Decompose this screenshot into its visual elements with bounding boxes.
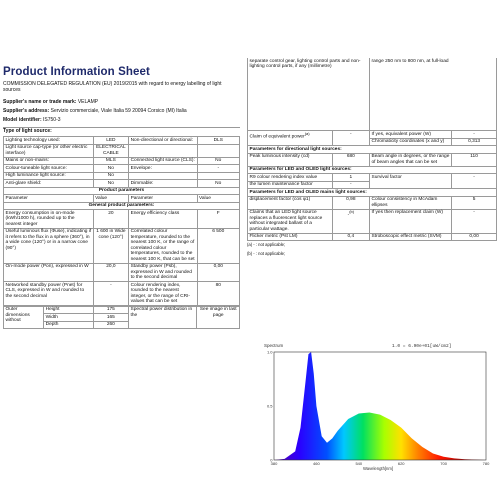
spectrum-area bbox=[274, 352, 486, 460]
table-row: Energy consumption in on-mode (kWh/1000 h), rounded up to the nearest integer 20 Energy efficiency class F bbox=[4, 210, 240, 229]
spectrum-legend: 1.0 = 6.90e+01[uW/cm2] bbox=[392, 344, 452, 349]
y-tick-label: 0.5 bbox=[266, 403, 273, 409]
table-row: R9 colour rendering index value 1 Survival factor - bbox=[248, 174, 497, 182]
y-tick-label: 0 bbox=[270, 457, 273, 463]
supplier-address-line bbox=[3, 109, 240, 115]
table-row: Useful luminous flux (Φuse), indicating if it refers to the flux in a sphere (360°), in a wide cone (120°) or in a narrow cone (90°) 1 600 in Wide cone (120°) Correlated colour temperature, rounded to the nearest 100 K, or the range of correlated colour temperatures, rounded to the nearest 100 K, that can be set 6 500 bbox=[4, 228, 240, 263]
table-row: Width 165 bbox=[4, 314, 240, 322]
spectrum-chart bbox=[262, 340, 494, 472]
table-row: Claims that an LED light source replaces a fluorescent light source without integrated ballast of a particular wattage. -$^{(b)}$ If yes then replacement claim (W) - bbox=[248, 209, 497, 233]
x-tick-label: 380 bbox=[270, 461, 278, 466]
table-row: separate control gear, lighting control parts and non-lighting control parts, if any (millimetre) range 250 nm to 800 nm, at full-load bbox=[248, 58, 497, 130]
spectrum-xlabel: Wavelength[nm] bbox=[362, 466, 394, 471]
footnote-b: (b) - : not applicable; bbox=[247, 251, 286, 257]
y-tick-label: 1.0 bbox=[266, 349, 273, 355]
table-row: On-mode power (Pon), expressed in W 20,0 Standby power (Psb), expressed in W and rounded to the second decimal 0,00 bbox=[4, 263, 240, 282]
table-row: Anti-glare shield: No Dimmable: No bbox=[4, 180, 240, 188]
model-label: Model identifier: bbox=[3, 117, 42, 123]
page-title: Product Information Sheet bbox=[3, 66, 150, 78]
x-tick-label: 540 bbox=[355, 461, 363, 466]
x-tick-label: 460 bbox=[313, 461, 320, 466]
table-row: Parameters for directional light sources: bbox=[248, 146, 497, 154]
table-row: Flicker metric (Pst LM) 0,4 Stroboscopic effect metric (SVM) 0,00 bbox=[248, 233, 497, 241]
model-identifier: IS750-3 bbox=[43, 117, 61, 123]
model-line bbox=[3, 118, 240, 124]
equiv-power-label: Claim of equivalent power$^{(a)}$ bbox=[248, 131, 333, 146]
param-header-row: Parameter Value Parameter Value bbox=[4, 195, 240, 203]
supplier-address: Servizio commerciale, Viale Italia 59 20094 Corsico (MI) Italia bbox=[50, 108, 187, 114]
type-table bbox=[3, 136, 240, 329]
table-row: Chromaticity coordinates (x and y) 0,313 bbox=[248, 138, 497, 146]
supplier-name: VELAMP bbox=[77, 99, 99, 105]
spectrum-svg bbox=[262, 340, 494, 472]
table-row: displacement factor (cos φ1) 0,98 Colour consistency in McAdam ellipses 5 bbox=[248, 196, 497, 209]
general-header-row: General product parameters: bbox=[4, 202, 240, 210]
supplier-name-line bbox=[3, 100, 240, 106]
type-header: Type of light source: bbox=[3, 127, 240, 135]
supplier-name-label: Supplier's name or trade mark: bbox=[3, 99, 77, 105]
x-tick-label: 780 bbox=[482, 461, 490, 466]
footnote-a: (a) - : not applicable; bbox=[247, 242, 286, 248]
right-top-table bbox=[247, 58, 497, 257]
table-row: Colour-tuneable light source: No Envelope: - bbox=[4, 165, 240, 173]
table-row: High luminance light source: No bbox=[4, 172, 240, 180]
spectrum-ylabel: Spectrum bbox=[264, 343, 284, 348]
x-tick-label: 620 bbox=[397, 461, 405, 466]
table-row: the lumen maintenance factor - bbox=[248, 181, 497, 189]
table-row: Light source cap-type (or other electric interface) ELECTRICAL CABLE bbox=[4, 144, 240, 157]
dimensions-table bbox=[3, 306, 240, 330]
table-row: Lighting technology used: LED Non-directional or directional: DLS bbox=[4, 137, 240, 145]
table-row: Parameters for LED and OLED mains light sources: bbox=[248, 189, 497, 197]
table-row: Outer dimensions without Height 175 Spectral power distribution in the See image in last page bbox=[4, 306, 240, 314]
table-row: Depth 260 bbox=[4, 321, 240, 329]
x-tick-label: 700 bbox=[440, 461, 447, 466]
table-row: Networked standby power (Pnet) for CLS, expressed in W and rounded to the second decimal - Colour rendering index, rounded to the nearest integer, or the range of CRI-values that can be set 80 bbox=[4, 282, 240, 306]
table-row: Claim of equivalent power$^{(a)}$ - If yes, equivalent power (W) - bbox=[248, 131, 497, 139]
table-row: Peak luminous intensity (cd) 680 Beam angle in degrees, or the range of beam angles that can be set 110 bbox=[248, 153, 497, 166]
product-params-header-row: Product parameters bbox=[4, 187, 240, 195]
supplier-address-label: Supplier's address: bbox=[3, 108, 50, 114]
table-row: Parameters for LED and OLED light sources: bbox=[248, 166, 497, 174]
table-row: Mains or non-mains: MLS Connected light source (CLS): No bbox=[4, 157, 240, 165]
regulation-text: COMMISSION DELEGATED REGULATION (EU) 2019/2015 with regard to energy labelling of light sources bbox=[3, 81, 222, 93]
